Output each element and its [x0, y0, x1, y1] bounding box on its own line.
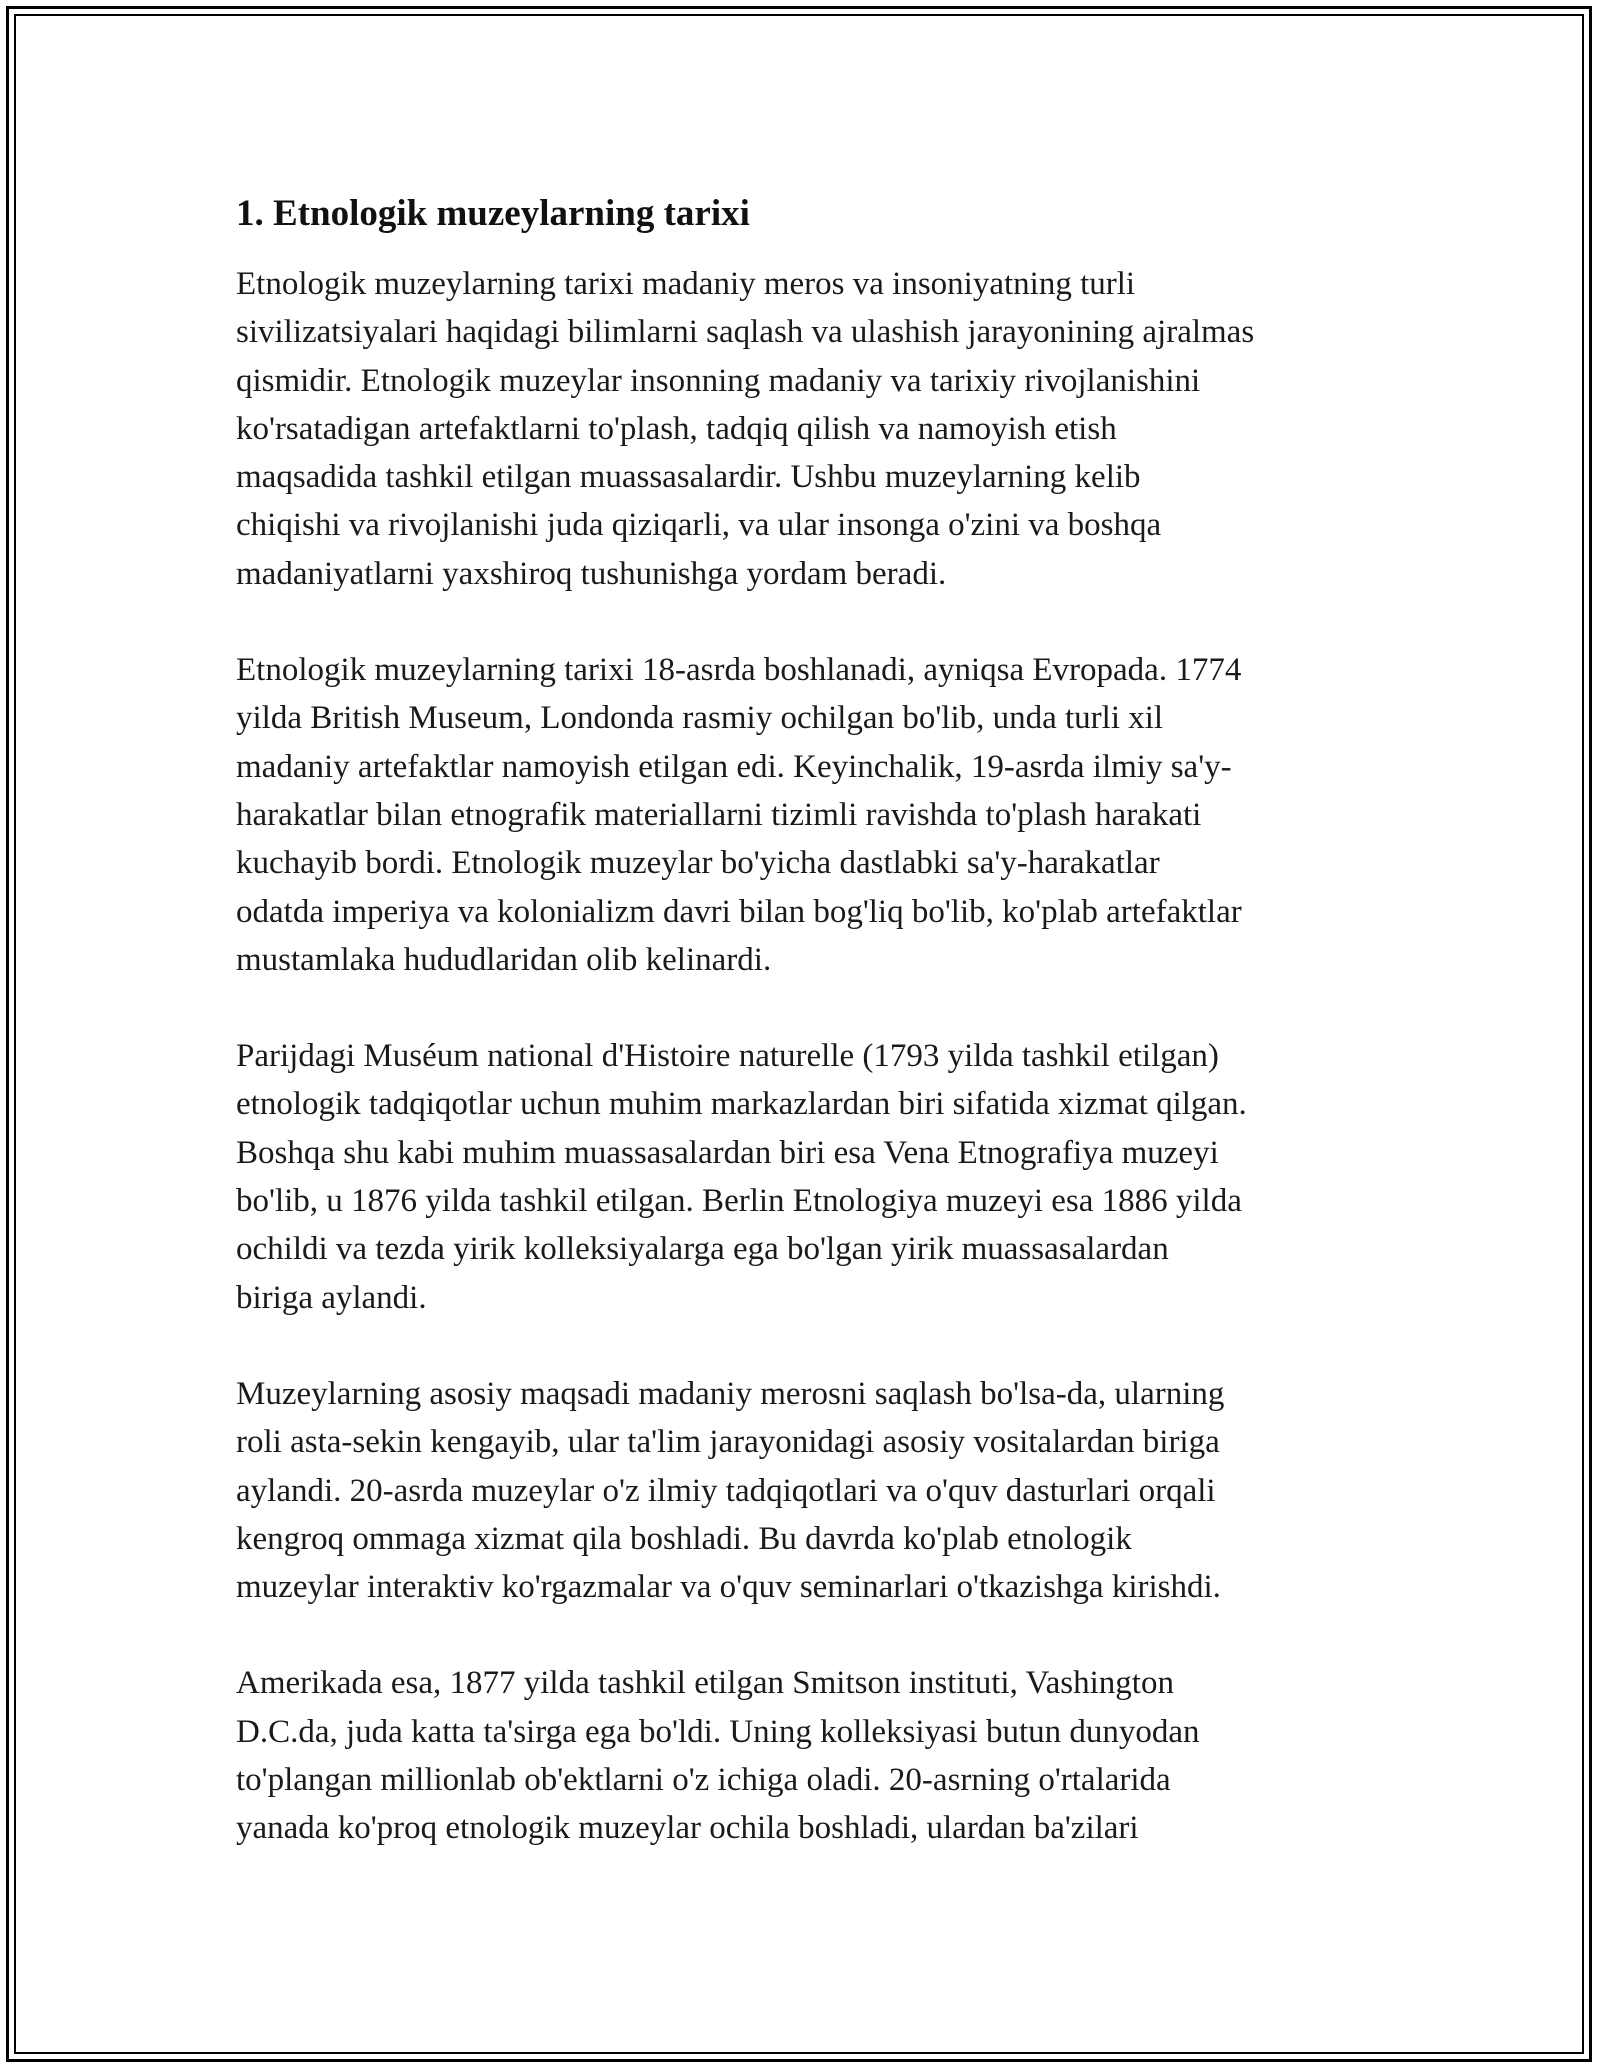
- text-line: Etnologik muzeylarning tarixi 18-asrda boshlanadi, ayniqsa Evropada. 1774: [236, 652, 1242, 689]
- paragraph: [236, 646, 1386, 984]
- paragraph-list: [236, 260, 1386, 1853]
- text-line: Parijdagi Muséum national d'Histoire naturelle (1793 yilda tashkil etilgan): [236, 1038, 1219, 1075]
- text-line: kuchayib bordi. Etnologik muzeylar bo'yicha dastlabki sa'y-harakatlar: [236, 845, 1160, 882]
- text-line: yilda British Museum, Londonda rasmiy ochilgan bo'lib, unda turli xil: [236, 700, 1164, 737]
- text-line: D.C.da, juda katta ta'sirga ega bo'ldi. Uning kolleksiyasi butun dunyodan: [236, 1713, 1200, 1750]
- text-line: harakatlar bilan etnografik materiallarni tizimli ravishda to'plash harakati: [236, 796, 1202, 833]
- text-line: roli asta-sekin kengayib, ular ta'lim jarayonidagi asosiy vositalardan biriga: [236, 1424, 1220, 1461]
- text-line: bo'lib, u 1876 yilda tashkil etilgan. Berlin Etnologiya muzeyi esa 1886 yilda: [236, 1183, 1242, 1220]
- text-line: yanada ko'proq etnologik muzeylar ochila boshladi, ulardan ba'zilari: [236, 1810, 1139, 1847]
- document-body: [236, 190, 1386, 1901]
- text-line: ko'rsatadigan artefaktlarni to'plash, tadqiq qilish va namoyish etish: [236, 410, 1117, 447]
- text-line: madaniyatlarni yaxshiroq tushunishga yordam beradi.: [236, 555, 947, 592]
- text-line: madaniy artefaktlar namoyish etilgan edi. Keyinchalik, 19-asrda ilmiy sa'y-: [236, 748, 1232, 785]
- text-line: chiqishi va rivojlanishi juda qiziqarli, va ular insonga o'zini va boshqa: [236, 507, 1162, 544]
- text-line: biriga aylandi.: [236, 1279, 427, 1316]
- text-line: kengroq ommaga xizmat qila boshladi. Bu davrda ko'plab etnologik: [236, 1520, 1132, 1557]
- paragraph: [236, 1659, 1386, 1852]
- text-line: muzeylar interaktiv ko'rgazmalar va o'quv seminarlari o'tkazishga kirishdi.: [236, 1569, 1221, 1606]
- paragraph: [236, 1370, 1386, 1611]
- text-line: mustamlaka hududlaridan olib kelinardi.: [236, 941, 772, 978]
- paragraph: [236, 260, 1386, 598]
- text-line: ochildi va tezda yirik kolleksiyalarga ega bo'lgan yirik muassasalardan: [236, 1231, 1169, 1268]
- text-line: aylandi. 20-asrda muzeylar o'z ilmiy tadqiqotlari va o'quv dasturlari orqali: [236, 1472, 1216, 1509]
- text-line: Etnologik muzeylarning tarixi madaniy meros va insoniyatning turli: [236, 266, 1136, 302]
- text-line: Boshqa shu kabi muhim muassasalardan biri esa Vena Etnografiya muzeyi: [236, 1134, 1219, 1171]
- text-line: qismidir. Etnologik muzeylar insonning madaniy va tarixiy rivojlanishini: [236, 362, 1201, 399]
- paragraph: [236, 1032, 1386, 1322]
- text-line: Amerikada esa, 1877 yilda tashkil etilgan Smitson instituti, Vashington: [236, 1665, 1174, 1702]
- text-line: sivilizatsiyalari haqidagi bilimlarni saqlash va ulashish jarayonining ajralmas: [236, 314, 1255, 351]
- section-heading: 1. Etnologik muzeylarning tarixi: [236, 193, 750, 234]
- text-line: maqsadida tashkil etilgan muassasalardir. Ushbu muzeylarning kelib: [236, 459, 1141, 496]
- text-line: Muzeylarning asosiy maqsadi madaniy merosni saqlash bo'lsa-da, ularning: [236, 1375, 1225, 1412]
- text-line: etnologik tadqiqotlar uchun muhim markazlardan biri sifatida xizmat qilgan.: [236, 1086, 1247, 1123]
- text-line: odatda imperiya va kolonializm davri bilan bog'liq bo'lib, ko'plab artefaktlar: [236, 893, 1242, 930]
- text-line: to'plangan millionlab ob'ektlarni o'z ichiga oladi. 20-asrning o'rtalarida: [236, 1762, 1171, 1799]
